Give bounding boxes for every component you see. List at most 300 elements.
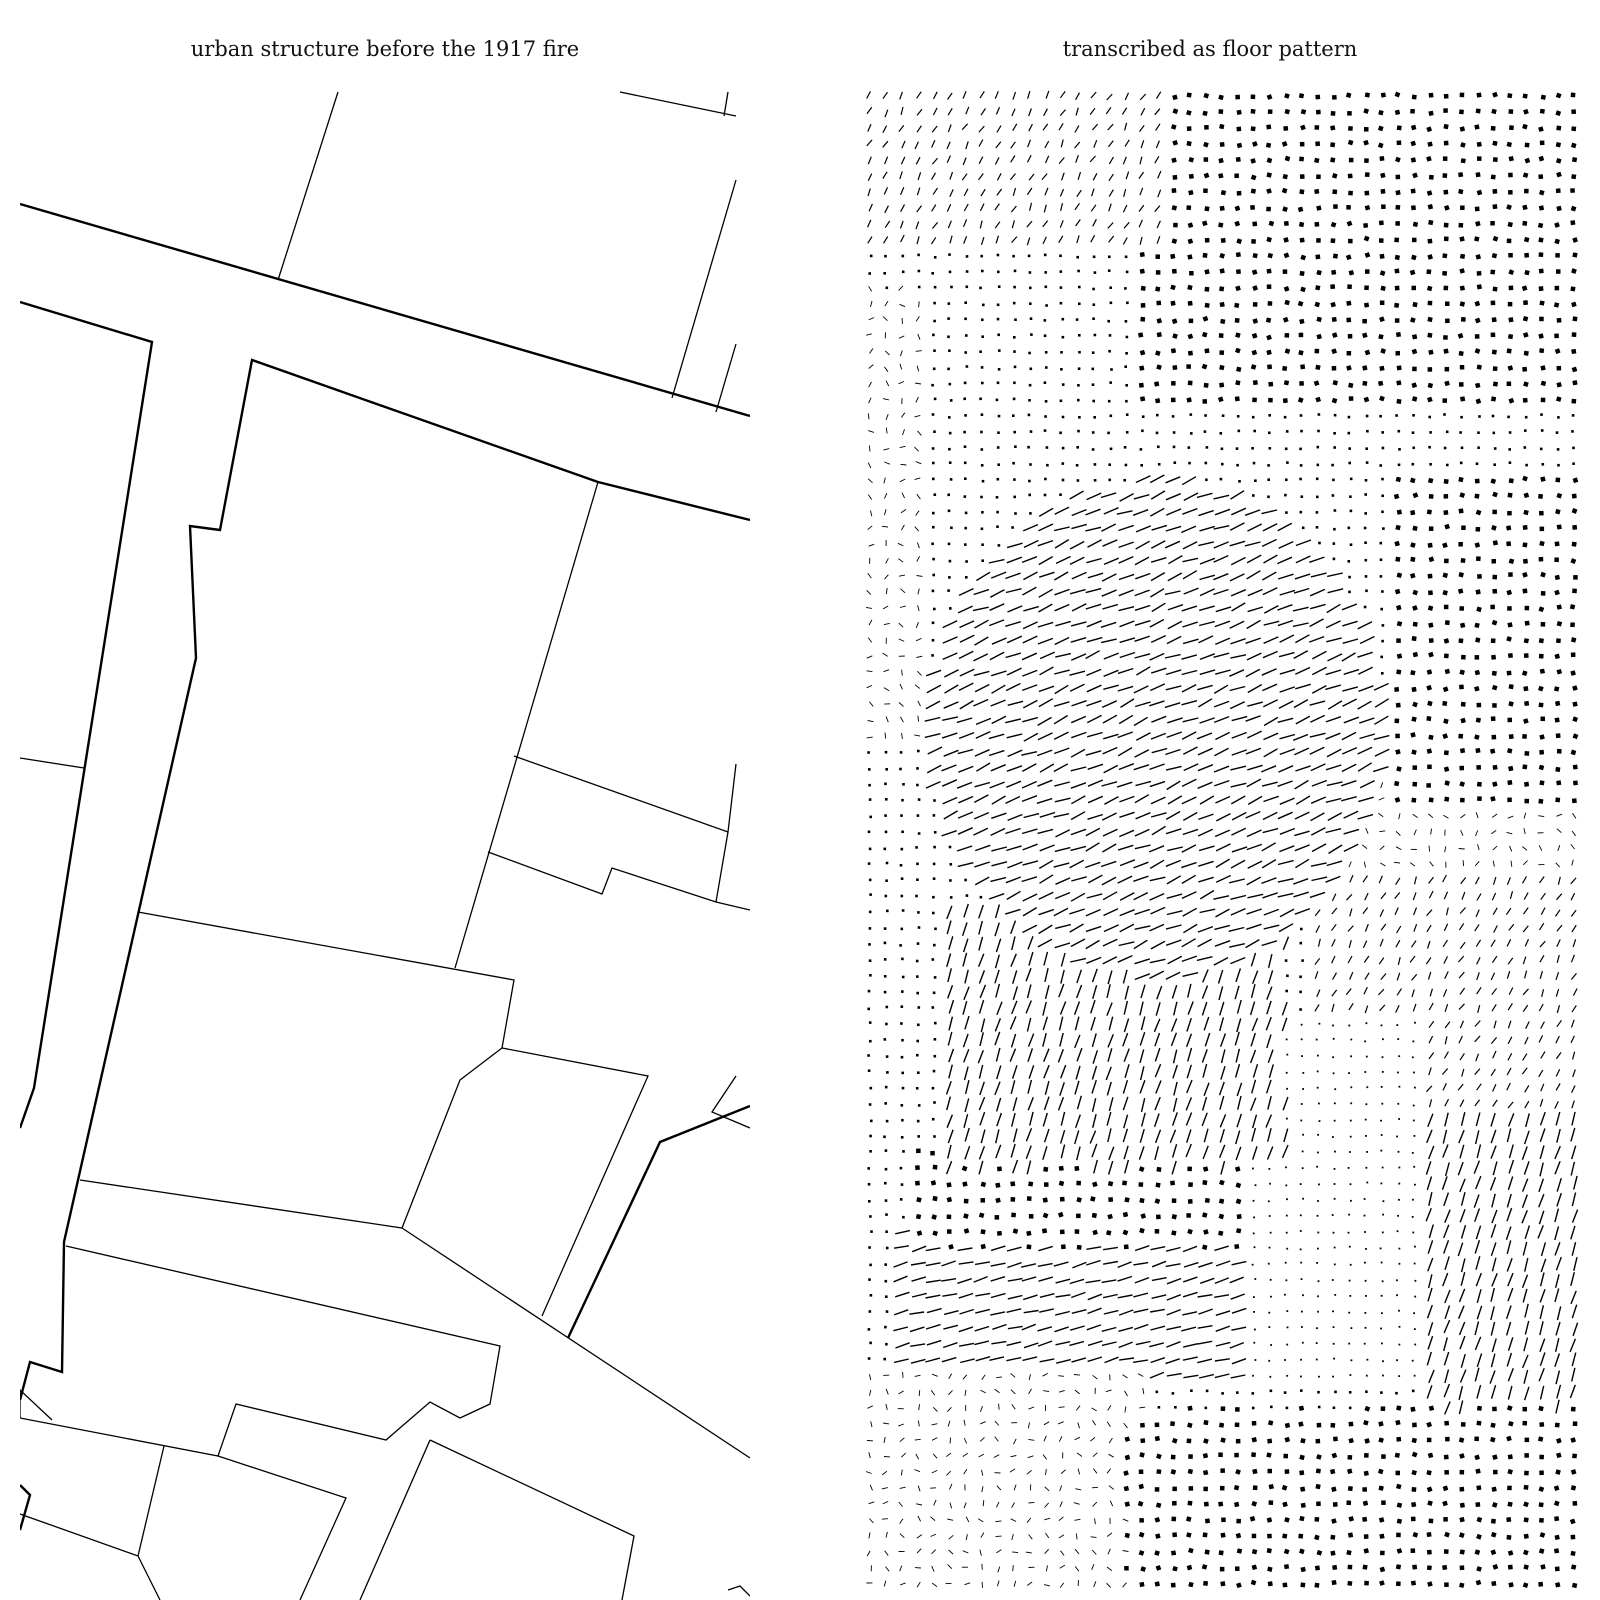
pattern-dash <box>1396 847 1401 850</box>
pattern-dash <box>1135 621 1150 626</box>
pattern-square <box>1378 1437 1384 1443</box>
pattern-square <box>1461 655 1466 660</box>
pattern-dash <box>898 559 903 563</box>
pattern-dot <box>1269 1376 1271 1378</box>
pattern-dot <box>1012 414 1015 417</box>
pattern-dash <box>1557 1385 1561 1399</box>
pattern-dash <box>1214 685 1228 693</box>
pattern-dash <box>1044 109 1048 116</box>
pattern-square <box>1507 1469 1513 1475</box>
pattern-dash <box>1060 220 1063 227</box>
pattern-square <box>1378 126 1384 132</box>
pattern-square <box>1523 510 1529 516</box>
pattern-dash <box>1572 1112 1575 1126</box>
pattern-dot <box>1078 367 1081 370</box>
pattern-dash <box>912 1277 926 1281</box>
pattern-dash <box>1295 766 1310 771</box>
pattern-dash <box>991 847 1007 851</box>
pattern-dash <box>1198 1263 1212 1268</box>
pattern-square <box>1315 141 1320 146</box>
pattern-square <box>981 1182 987 1188</box>
pattern-dash <box>1557 1129 1560 1143</box>
pattern-dot <box>1365 590 1368 593</box>
pattern-dash <box>1555 1101 1559 1108</box>
pattern-dot <box>1174 1406 1177 1409</box>
pattern-dash <box>1188 1002 1193 1015</box>
pattern-dot <box>885 1230 888 1233</box>
pattern-dash <box>991 813 1006 818</box>
pattern-square <box>1059 1181 1064 1186</box>
pattern-square <box>1444 605 1449 610</box>
pattern-dash <box>992 716 1006 723</box>
pattern-dash <box>1104 558 1119 564</box>
pattern-square <box>1540 109 1545 114</box>
pattern-dash <box>1312 781 1327 787</box>
pattern-dot <box>997 478 1000 481</box>
pattern-square <box>1474 734 1480 740</box>
pattern-dash <box>1103 1295 1118 1298</box>
pattern-dot <box>1478 415 1481 418</box>
pattern-dash <box>979 140 983 147</box>
pattern-dash <box>1231 796 1245 804</box>
pattern-dot <box>1398 1118 1400 1120</box>
pattern-square <box>1571 399 1576 404</box>
pattern-dash <box>1540 1353 1545 1366</box>
pattern-dash <box>1071 622 1086 626</box>
pattern-dash <box>1460 1336 1465 1349</box>
pattern-dash <box>991 1342 1006 1344</box>
pattern-dash <box>1075 1017 1079 1030</box>
pattern-dot <box>1252 1168 1254 1170</box>
pattern-square <box>1077 1245 1082 1250</box>
pattern-dash <box>982 1470 983 1476</box>
pattern-dash <box>1043 1146 1047 1159</box>
pattern-dash <box>979 1454 984 1457</box>
pattern-dot <box>948 576 951 579</box>
pattern-square <box>1252 1469 1257 1474</box>
pattern-dash <box>1476 1256 1480 1270</box>
pattern-dash <box>1029 124 1033 131</box>
pattern-dash <box>1076 108 1078 116</box>
pattern-dash <box>1140 157 1142 165</box>
pattern-square <box>962 1166 968 1172</box>
pattern-dash <box>1010 1049 1015 1062</box>
pattern-square <box>1523 1582 1529 1588</box>
pattern-dash <box>1166 860 1181 866</box>
pattern-dash <box>1108 1034 1113 1047</box>
pattern-dash <box>1054 764 1068 772</box>
pattern-dash <box>959 1294 973 1299</box>
pattern-dash <box>1150 1372 1164 1378</box>
pattern-square <box>1412 286 1417 291</box>
pattern-square <box>1236 238 1242 244</box>
street-edges <box>20 204 750 1530</box>
pattern-dot <box>915 846 918 849</box>
pattern-dash <box>1134 893 1148 900</box>
pattern-square <box>1524 701 1529 706</box>
pattern-dash <box>1102 1342 1117 1345</box>
pattern-dash <box>1410 956 1415 962</box>
pattern-dot <box>1398 1151 1400 1153</box>
pattern-square <box>1396 332 1401 337</box>
pattern-square <box>1299 156 1304 161</box>
pattern-dot <box>883 272 886 275</box>
pattern-dot <box>868 943 871 946</box>
pattern-dash <box>899 623 903 627</box>
pattern-dash <box>1071 524 1086 528</box>
pattern-dot <box>1142 415 1145 418</box>
pattern-dash <box>1231 783 1247 787</box>
pattern-dash <box>1326 621 1341 628</box>
pattern-dash <box>1076 1406 1080 1411</box>
pattern-dash <box>1557 940 1560 947</box>
pattern-dot <box>885 1086 888 1089</box>
pattern-square <box>1171 1455 1176 1460</box>
pattern-dot <box>1107 432 1110 435</box>
pattern-square <box>1123 1212 1128 1217</box>
pattern-square <box>1572 1583 1577 1588</box>
pattern-square <box>1396 1564 1401 1569</box>
pattern-square <box>1458 333 1464 339</box>
pattern-square <box>1461 525 1466 530</box>
pattern-square <box>1475 748 1480 753</box>
pattern-square <box>1427 317 1432 322</box>
pattern-dash <box>1012 109 1015 116</box>
pattern-square <box>1396 605 1402 611</box>
pattern-dot <box>948 349 951 352</box>
pattern-square <box>1522 476 1528 482</box>
pattern-dot <box>1158 463 1161 466</box>
pattern-square <box>1509 558 1515 564</box>
pattern-dash <box>966 107 969 114</box>
pattern-dash <box>1460 1322 1465 1335</box>
pattern-dash <box>912 1293 927 1297</box>
pattern-dash <box>1011 1144 1015 1158</box>
pattern-square <box>1266 237 1272 243</box>
pattern-dash <box>1045 141 1049 148</box>
pattern-dot <box>1364 1071 1366 1073</box>
pattern-dash <box>1199 622 1215 626</box>
pattern-dash <box>996 1130 999 1144</box>
pattern-dash <box>1149 701 1164 706</box>
pattern-dash <box>867 671 873 672</box>
pattern-dash <box>1039 508 1053 516</box>
pattern-square <box>1011 1212 1016 1217</box>
pattern-dash <box>957 846 972 851</box>
pattern-square <box>1332 398 1338 404</box>
pattern-dash <box>1248 861 1262 868</box>
pattern-square <box>1381 204 1386 209</box>
pattern-square <box>1427 1438 1432 1443</box>
pattern-dash <box>1183 542 1197 549</box>
pattern-dash <box>966 1534 967 1540</box>
pattern-dash <box>933 1407 937 1411</box>
pattern-square <box>1573 765 1578 770</box>
pattern-square <box>1218 1501 1223 1506</box>
pattern-square <box>1509 478 1514 483</box>
pattern-dash <box>1027 188 1032 195</box>
pattern-dash <box>948 93 953 100</box>
pattern-square <box>1157 332 1162 337</box>
pattern-dash <box>900 1566 902 1572</box>
pattern-dash <box>1571 1291 1576 1304</box>
pattern-square <box>1364 1581 1369 1586</box>
pattern-dot <box>1364 1198 1366 1200</box>
pattern-dot <box>886 862 889 865</box>
pattern-square <box>1267 284 1272 289</box>
pattern-dash <box>1070 684 1084 691</box>
pattern-square <box>1330 142 1335 147</box>
pattern-square <box>1428 478 1434 484</box>
pattern-dot <box>918 286 921 289</box>
pattern-dash <box>1044 1065 1049 1078</box>
pattern-dash <box>1075 203 1080 210</box>
pattern-dash <box>1156 124 1160 131</box>
pattern-dash <box>1396 1005 1399 1012</box>
pattern-dash <box>1365 924 1368 932</box>
pattern-dash <box>1183 1246 1197 1251</box>
pattern-dash <box>1109 1017 1113 1030</box>
pattern-dash <box>1269 1064 1273 1077</box>
pattern-square <box>1460 142 1466 148</box>
pattern-dash <box>869 544 875 546</box>
pattern-dash <box>958 797 973 803</box>
pattern-square <box>1491 396 1496 401</box>
pattern-dash <box>1278 861 1294 865</box>
pattern-dash <box>932 1374 938 1376</box>
pattern-dash <box>997 1486 1001 1490</box>
pattern-dash <box>1092 1550 1096 1554</box>
pattern-dash <box>1040 764 1054 772</box>
pattern-dash <box>1182 797 1197 804</box>
pattern-dot <box>1429 431 1432 434</box>
pattern-dot <box>1252 494 1255 497</box>
pattern-dash <box>917 92 922 99</box>
pattern-dash <box>1167 1279 1181 1284</box>
pattern-square <box>1460 301 1465 306</box>
pattern-dash <box>979 937 983 951</box>
pattern-dash <box>964 1469 967 1474</box>
pattern-dot <box>1060 270 1063 273</box>
pattern-dash <box>1140 125 1145 131</box>
pattern-square <box>1332 1565 1337 1570</box>
pattern-dash <box>1493 1100 1498 1107</box>
pattern-dot <box>1350 1183 1352 1185</box>
pattern-dash <box>957 1279 971 1284</box>
pattern-dash <box>1071 877 1086 881</box>
pattern-dash <box>1573 813 1576 818</box>
pattern-dash <box>1168 956 1182 964</box>
pattern-dash <box>1013 188 1015 196</box>
pattern-square <box>1411 716 1416 721</box>
pattern-dash <box>1491 1224 1495 1237</box>
pattern-dot <box>964 301 967 304</box>
pattern-dash <box>901 413 905 418</box>
pattern-dash <box>932 140 935 147</box>
pattern-dash <box>883 1423 889 1424</box>
pattern-square <box>1508 253 1513 258</box>
pattern-square <box>1026 1244 1031 1249</box>
pattern-dot <box>868 862 871 865</box>
pattern-dot <box>1446 464 1449 467</box>
pattern-dash <box>1136 781 1152 785</box>
pattern-square <box>1493 157 1498 162</box>
pattern-dash <box>1152 603 1166 611</box>
pattern-square <box>1092 1230 1098 1236</box>
pattern-dot <box>1381 1134 1383 1136</box>
pattern-dash <box>1261 878 1276 884</box>
pattern-dash <box>1325 685 1340 689</box>
pattern-dash <box>1076 220 1081 227</box>
pattern-dot <box>997 463 1000 466</box>
pattern-square <box>1554 686 1559 691</box>
pattern-square <box>1396 703 1401 708</box>
pattern-dash <box>1262 941 1277 946</box>
pattern-dash <box>1028 1080 1031 1094</box>
pattern-dot <box>1284 1391 1287 1394</box>
pattern-dot <box>979 350 982 353</box>
pattern-dot <box>1382 527 1385 530</box>
pattern-dash <box>1077 1147 1080 1161</box>
pattern-dash <box>1152 525 1167 530</box>
pattern-dash <box>1278 893 1294 897</box>
pattern-dash <box>1460 1021 1463 1028</box>
pattern-dash <box>1061 1470 1066 1474</box>
pattern-dash <box>1060 110 1065 116</box>
pattern-dash <box>1358 815 1373 819</box>
pattern-square <box>1572 1501 1577 1506</box>
pattern-square <box>1492 492 1498 498</box>
pattern-dot <box>1172 1392 1175 1395</box>
pattern-dash <box>1087 715 1101 722</box>
pattern-dash <box>1444 989 1447 996</box>
pattern-dash <box>1332 908 1337 914</box>
pattern-dash <box>1342 732 1356 739</box>
pattern-dot <box>932 1006 935 1009</box>
pattern-square <box>1572 237 1578 243</box>
pattern-dash <box>1539 845 1542 850</box>
pattern-square <box>1508 1421 1514 1427</box>
pattern-dot <box>1108 256 1111 259</box>
pattern-square <box>1507 348 1512 353</box>
pattern-square <box>1539 348 1544 353</box>
pattern-square <box>1555 110 1561 116</box>
pattern-square <box>1379 156 1384 161</box>
pattern-dash <box>1493 846 1498 850</box>
pattern-dash <box>1475 1240 1479 1253</box>
pattern-dot <box>885 1023 888 1026</box>
pattern-square <box>1220 142 1225 147</box>
pattern-square <box>931 1214 937 1220</box>
pattern-dash <box>1427 1385 1432 1398</box>
pattern-dot <box>1348 1343 1350 1345</box>
pattern-dash <box>1075 142 1080 148</box>
pattern-dash <box>1475 924 1479 931</box>
pattern-dash <box>867 91 871 98</box>
pattern-dash <box>1555 1146 1560 1159</box>
pattern-square <box>1492 620 1498 626</box>
pattern-dash <box>916 1504 922 1505</box>
pattern-square <box>1570 1519 1576 1525</box>
pattern-dot <box>964 543 967 546</box>
pattern-dot <box>869 927 872 930</box>
pattern-square <box>1571 143 1577 149</box>
pattern-dash <box>1092 1487 1098 1488</box>
pattern-dash <box>926 701 940 709</box>
pattern-dot <box>1381 1343 1383 1345</box>
pattern-dash <box>871 1421 872 1427</box>
pattern-square <box>1397 621 1403 627</box>
pattern-dash <box>973 700 988 707</box>
pattern-dash <box>1027 1018 1030 1032</box>
pattern-dash <box>981 189 985 196</box>
pattern-square <box>1218 173 1223 178</box>
pattern-dot <box>1572 462 1575 465</box>
pattern-dash <box>1023 525 1038 531</box>
pattern-dash <box>1315 958 1320 964</box>
pattern-dash <box>916 511 920 516</box>
pattern-dot <box>1045 400 1048 403</box>
pattern-dash <box>1039 572 1054 577</box>
pattern-dot <box>884 1326 887 1329</box>
pattern-square <box>1187 92 1192 97</box>
pattern-square <box>1475 479 1480 484</box>
pattern-square <box>1570 286 1575 291</box>
pattern-square <box>1155 1487 1160 1492</box>
pattern-square <box>1492 92 1498 98</box>
pattern-dot <box>1317 1232 1319 1234</box>
pattern-dash <box>1412 941 1417 948</box>
pattern-dash <box>1263 700 1277 707</box>
pattern-dash <box>1134 940 1148 949</box>
pattern-dot <box>1252 1407 1255 1410</box>
pattern-dot <box>933 430 936 433</box>
pattern-dash <box>1444 1320 1450 1333</box>
pattern-dash <box>1460 1209 1465 1222</box>
pattern-dot <box>1540 413 1543 416</box>
pattern-dot <box>1414 1296 1416 1298</box>
pattern-dash <box>1062 173 1065 181</box>
pattern-square <box>1556 206 1561 211</box>
pattern-dot <box>949 560 952 563</box>
pattern-square <box>1474 124 1479 129</box>
pattern-square <box>1378 142 1384 148</box>
pattern-dash <box>1214 542 1229 548</box>
pattern-dash <box>1012 1034 1016 1047</box>
pattern-dash <box>1183 813 1197 821</box>
pattern-dot <box>1413 1072 1415 1074</box>
pattern-dash <box>884 462 890 464</box>
pattern-square <box>1395 221 1400 226</box>
pattern-dash <box>902 141 905 148</box>
pattern-square <box>1331 348 1337 354</box>
pattern-dot <box>867 1008 870 1011</box>
pattern-square <box>1221 1518 1226 1523</box>
pattern-dash <box>1429 1021 1434 1027</box>
pattern-dash <box>1268 1128 1271 1142</box>
pattern-square <box>1539 750 1544 755</box>
pattern-dash <box>1088 796 1103 802</box>
pattern-dot <box>1381 431 1384 434</box>
pattern-square <box>1492 317 1497 322</box>
pattern-dash <box>1458 956 1463 962</box>
pattern-dash <box>1151 813 1167 817</box>
pattern-dash <box>1087 1325 1101 1330</box>
pattern-square <box>1460 254 1465 259</box>
pattern-square <box>1268 109 1273 114</box>
pattern-square <box>1477 365 1482 370</box>
pattern-dash <box>1278 781 1293 786</box>
